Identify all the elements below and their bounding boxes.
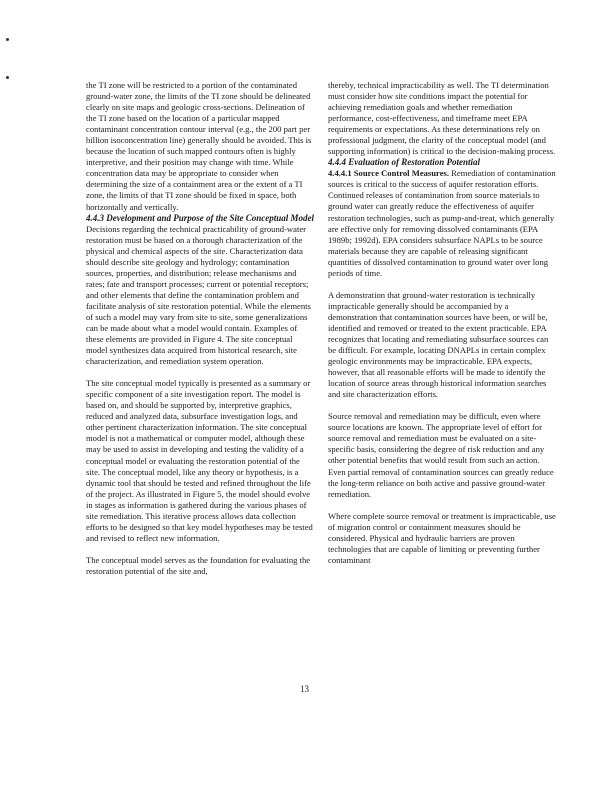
left-column: [86, 80, 314, 577]
subsection-heading: 4.4.4.1 Source Control Measures.: [328, 168, 450, 179]
body-paragraph: The conceptual model serves as the foundation for evaluating the restoration potential of the site and,: [86, 554, 311, 576]
body-paragraph: Where complete source removal or treatment is impracticable, use of migration control or containment measures should be considered. Physical and hydraulic barriers are proven technologies that are capable of limiting or preventing further contaminant: [328, 510, 556, 565]
section-heading: 4.4.4 Evaluation of Restoration Potential: [328, 157, 481, 168]
section-heading: 4.4.3 Development and Purpose of the Site Conceptual Model: [86, 212, 314, 223]
body-text: Remediation of contamination sources is critical to the success of aquifer restoration efforts. Continued releases of contamination from source materials to ground water can greatly reduce the effectiveness of aquifer restoration technologies, such as pump-and-treat, which generally are effective only for removing dissolved contaminants (EPA 1989b; 1992d). EPA considers subsurface NAPLs to be source materials because they are capable of releasing significant quantities of dissolved contamination to ground water over long periods of time.: [328, 168, 556, 278]
body-paragraph: Source removal and remediation may be difficult, even where source locations are known. The appropriate level of effort for source removal and remediation must be evaluated on a site-specific basis, considering the degree of risk reduction and any other potential benefits that would result from such an action. Even partial removal of contamination sources can greatly reduce the long-term reliance on both active and passive ground-water remediation.: [328, 411, 554, 499]
body-paragraph: The site conceptual model typically is presented as a summary or specific component of a site investigation report. The model is based on, and should be supported by, interpretive graphics, reduced and analyzed data, subsurface investigation logs, and other pertinent characterization information. The site conceptual model is not a mathematical or computer model, although these may be used to assist in developing and testing the validity of a conceptual model or evaluating the restoration potential of the site. The conceptual model, like any theory or hypothesis, is a dynamic tool that should be tested and refined throughout the life of the project. As illustrated in Figure 5, the model should evolve in stages as information is gathered during the various phases of site remediation. This iterative process allows data collection efforts to be designed so that key model hypotheses may be tested and revised to reflect new information.: [86, 378, 313, 543]
body-paragraph: A demonstration that ground-water restoration is technically impracticable generally should be accompanied by a demonstration that contamination sources have been, or will be, identified and removed or treated to the extent practicable. EPA recognizes that locating and remediating subsurface sources can be difficult. For example, locating DNAPLs in certain complex geologic environments may be impracticable. EPA expects, however, that all reasonable efforts will be made to identify the location of source areas through historical information searches and site characterization efforts.: [328, 289, 549, 400]
scan-margin-mark: [6, 76, 9, 79]
body-paragraph: the TI zone will be restricted to a portion of the contaminated ground-water zone, the limits of the TI zone should be delineated clearly on site maps and geologic cross-sections. Delineation of the TI zone based on the location of a particular mapped contaminant concentration contour interval (e.g., the 200 part per billion isoconcentration line) generally should be avoided. This is because the location of such mapped contours often is highly interpretive, and their position may change with time. While concentration data may be appropriate to consider when determining the size of a containment area or the extent of a TI zone, the limits of that TI zone should be fixed in space, both horizontally and vertically.: [86, 80, 312, 212]
body-paragraph: Decisions regarding the technical practicability of ground-water restoration must be based on a thorough characterization of the physical and chemical aspects of the site. Characterization data should describe site geology and hydrology; contamination sources, properties, and distribution; release mechanisms and rates; fate and transport processes; current or potential receptors; and other elements that define the contamination problem and facilitate analysis of site restoration potential. While the elements of such a model may vary from site to site, some generalizations can be made about what a model would contain. Examples of these elements are provided in Figure 4. The site conceptual model synthesizes data acquired from historical research, site characterization, and remediation system operation.: [86, 223, 311, 367]
body-paragraph: thereby, technical impracticability as well. The TI determination must consider how site conditions impact the potential for achieving remediation goals and whether remediation performance, cost-effectiveness, and timeframe meet EPA requirements or expectations. As these determinations rely on professional judgment, the clarity of the conceptual model (and supporting information) is critical to the decision-making process.: [328, 80, 556, 157]
page-number: 13: [300, 684, 309, 694]
body-paragraph: [328, 168, 556, 278]
scan-margin-mark: [6, 38, 9, 41]
right-column: [328, 80, 556, 566]
